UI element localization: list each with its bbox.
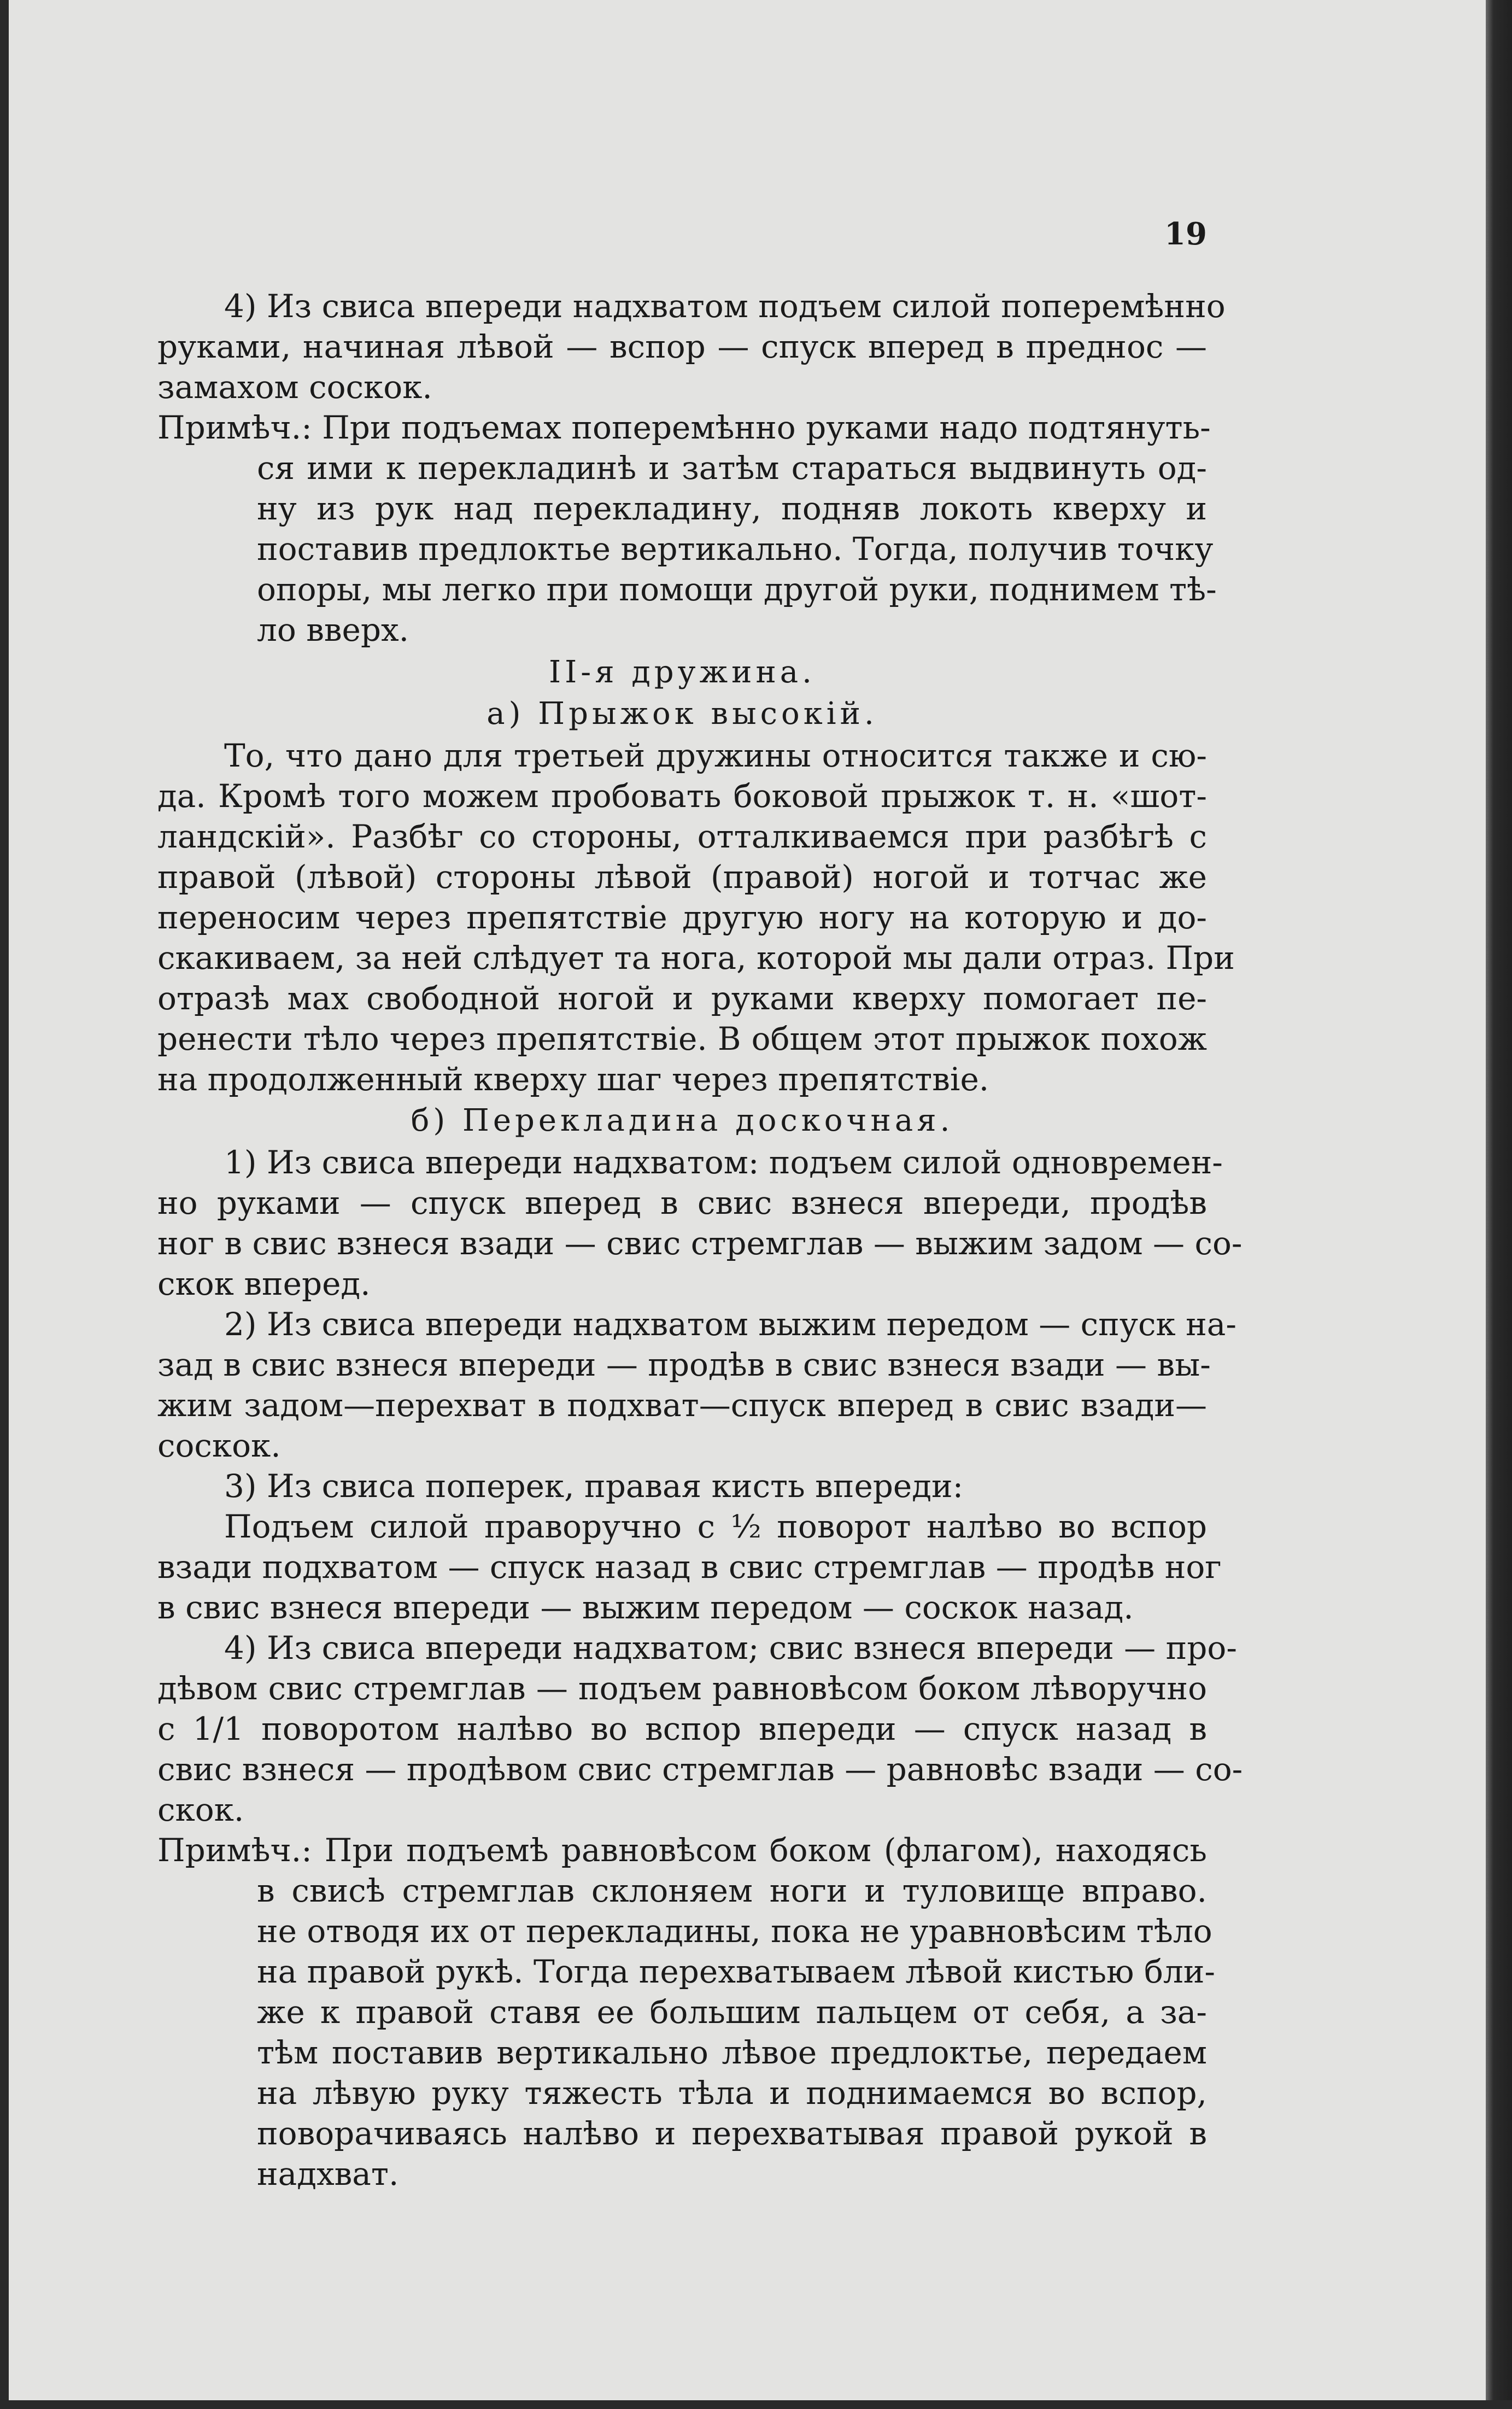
text-line: зад в свис взнеся впереди — продѣв в свис взнеся взади — вы- — [157, 1346, 1211, 1383]
text-line: но руками — спуск вперед в свис взнеся впереди, продѣв — [157, 1184, 1207, 1221]
text-line: жим задом—перехват в подхват—спуск вперед в свис взади— — [157, 1387, 1207, 1424]
page-number: 19 — [1164, 216, 1207, 252]
text-line: переносим через препятствіе другую ногу на которую и до- — [157, 899, 1207, 936]
text-line: на правой рукѣ. Тогда перехватываем лѣвой кистью бли- — [257, 1953, 1215, 1990]
text-line: на продолженный кверху шаг через препятствіе. — [157, 1061, 989, 1098]
text-line: 1) Из свиса впереди надхватом: подъем силой одновремен- — [224, 1144, 1223, 1181]
text-line: Примѣч.: При подъемах поперемѣнно руками надо подтянуть- — [157, 409, 1211, 446]
text-line: ренести тѣло через препятствіе. В общем этот прыжок похож — [157, 1020, 1207, 1057]
text-line: на лѣвую руку тяжесть тѣла и поднимаемся во вспор, — [257, 2074, 1207, 2112]
text-line: ландскій». Разбѣг со стороны, отталкиваемся при разбѣгѣ с — [157, 818, 1207, 855]
text-line: 2) Из свиса впереди надхватом выжим передом — спуск на- — [224, 1306, 1236, 1343]
text-line: ну из рук над перекладину, подняв локоть кверху и — [257, 490, 1207, 527]
text-line: 3) Из свиса поперек, правая кисть впереди: — [224, 1467, 964, 1505]
scan-bottom-edge — [0, 2400, 1512, 2409]
text-line: То, что дано для третьей дружины относится также и сю- — [224, 737, 1207, 774]
section-heading: а) Прыжок высокій. — [487, 696, 878, 732]
text-line: замахом соскок. — [157, 369, 432, 406]
text-line: опоры, мы легко при помощи другой руки, поднимем тѣ- — [257, 571, 1217, 608]
text-line: тѣм поставив вертикально лѣвое предлоктье, передаем — [257, 2034, 1207, 2071]
text-line: же к правой ставя ее большим пальцем от себя, а за- — [257, 1993, 1207, 2031]
text-line: поворачиваясь налѣво и перехватывая правой рукой в — [257, 2115, 1207, 2152]
text-line: поставив предлоктье вертикально. Тогда, получив точку — [257, 530, 1214, 568]
text-line: 4) Из свиса впереди надхватом подъем силой поперемѣнно — [224, 288, 1226, 325]
text-line: в свис взнеся впереди — выжим передом — соскок назад. — [157, 1589, 1134, 1626]
section-heading: б) Перекладина доскочная. — [411, 1103, 954, 1138]
text-line: ног в свис взнеся взади — свис стремглав — выжим задом — со- — [157, 1225, 1243, 1262]
text-line: соскок. — [157, 1427, 281, 1464]
text-line: Примѣч.: При подъемѣ равновѣсом боком (флагом), находясь — [157, 1832, 1207, 1869]
text-line: Подъем силой праворучно с ½ поворот налѣво во вспор — [224, 1508, 1207, 1545]
text-line: отразѣ мах свободной ногой и руками кверху помогает пе- — [157, 980, 1207, 1017]
text-line: с 1/1 поворотом налѣво во вспор впереди — спуск назад в — [157, 1710, 1207, 1747]
section-heading: II-я дружина. — [549, 654, 816, 690]
text-line: 4) Из свиса впереди надхватом; свис взнеся впереди — про- — [224, 1629, 1237, 1667]
text-line: ло вверх. — [257, 611, 409, 648]
text-line: свис взнеся — продѣвом свис стремглав — равновѣс взади — со- — [157, 1751, 1243, 1788]
scan-right-edge — [1486, 0, 1512, 2409]
text-line: скакиваем, за ней слѣдует та нога, которой мы дали отраз. При — [157, 939, 1235, 977]
scan-left-edge — [0, 0, 9, 2409]
text-line: дѣвом свис стремглав — подъем равновѣсом боком лѣворучно — [157, 1670, 1207, 1707]
text-line: руками, начиная лѣвой — вспор — спуск вперед в преднос — — [157, 328, 1207, 365]
text-line: не отводя их от перекладины, пока не уравновѣсим тѣло — [257, 1913, 1212, 1950]
text-line: скок. — [157, 1791, 244, 1828]
text-line: правой (лѣвой) стороны лѣвой (правой) ногой и тотчас же — [157, 858, 1207, 896]
text-line: взади подхватом — спуск назад в свис стремглав — продѣв ног — [157, 1548, 1222, 1586]
text-line: ся ими к перекладинѣ и затѣм стараться выдвинуть од- — [257, 449, 1207, 487]
text-line: да. Кромѣ того можем пробовать боковой прыжок т. н. «шот- — [157, 777, 1207, 815]
text-line: надхват. — [257, 2155, 399, 2192]
text-line: скок вперед. — [157, 1265, 371, 1302]
text-line: в свисѣ стремглав склоняем ноги и туловище вправо. — [257, 1872, 1207, 1909]
